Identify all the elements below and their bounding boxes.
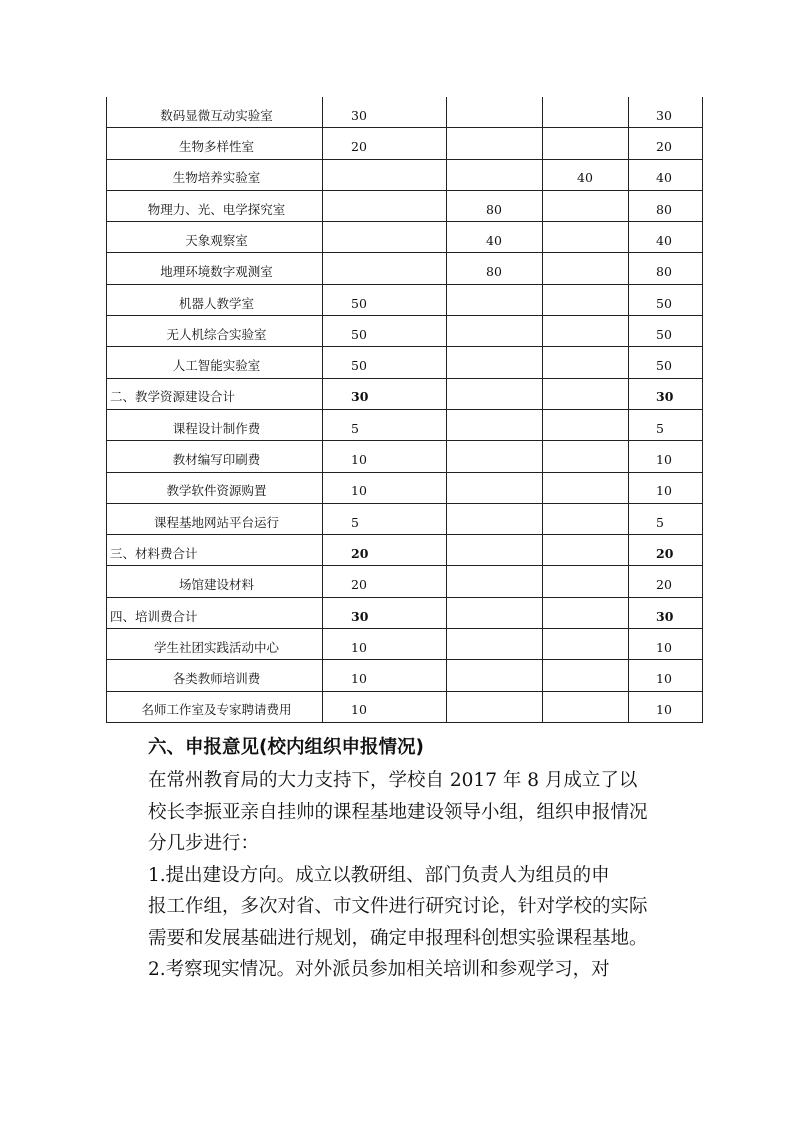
amount-cell-c: [543, 535, 629, 566]
amount-cell-c: 40: [543, 159, 629, 190]
amount-cell-a: [323, 159, 447, 190]
amount-cell-b: [447, 159, 543, 190]
total-cell: 30: [629, 97, 703, 128]
amount-cell-a: 20: [323, 128, 447, 159]
section-heading: 六、申报意见(校内组织申报情况): [148, 737, 424, 758]
total-cell: 80: [629, 253, 703, 284]
amount-cell-b: [447, 316, 543, 347]
total-cell: 50: [629, 316, 703, 347]
amount-cell-b: [447, 660, 543, 691]
amount-cell-b: [447, 347, 543, 378]
paragraph-line: 报工作组，多次对省、市文件进行研究讨论，针对学校的实际: [148, 896, 648, 917]
table-row: [107, 566, 703, 597]
body-paragraph: [110, 954, 710, 986]
total-cell: 40: [629, 159, 703, 190]
item-name-cell: 教材编写印刷费: [107, 441, 323, 472]
amount-cell-b: [447, 441, 543, 472]
table-row: [107, 97, 703, 128]
amount-cell-c: [543, 629, 629, 660]
amount-cell-c: [543, 347, 629, 378]
total-cell: 20: [629, 535, 703, 566]
item-name-cell: 教学软件资源购置: [107, 472, 323, 503]
item-name-cell: 机器人教学室: [107, 284, 323, 315]
amount-cell-c: [543, 472, 629, 503]
amount-cell-a: 20: [323, 566, 447, 597]
item-name-cell: 生物培养实验室: [107, 159, 323, 190]
total-cell: 20: [629, 128, 703, 159]
table-row: [107, 190, 703, 221]
amount-cell-c: [543, 222, 629, 253]
amount-cell-b: [447, 284, 543, 315]
amount-cell-b: [447, 128, 543, 159]
paragraph-line: 分几步进行：: [148, 833, 260, 854]
amount-cell-a: 30: [323, 97, 447, 128]
amount-cell-b: [447, 472, 543, 503]
table-row: [107, 159, 703, 190]
amount-cell-a: 50: [323, 316, 447, 347]
paragraph-line: 在常州教育局的大力支持下，学校自 2017 年 8 月成立了以: [148, 770, 638, 791]
amount-cell-c: [543, 503, 629, 534]
body-paragraph: [110, 765, 710, 860]
amount-cell-a: 10: [323, 629, 447, 660]
amount-cell-c: [543, 97, 629, 128]
item-name-cell: 物理力、光、电学探究室: [107, 190, 323, 221]
budget-table-body: [107, 97, 703, 722]
table-row: [107, 472, 703, 503]
amount-cell-a: 20: [323, 535, 447, 566]
item-name-cell: 场馆建设材料: [107, 566, 323, 597]
amount-cell-c: [543, 441, 629, 472]
amount-cell-a: 50: [323, 347, 447, 378]
item-name-cell: 各类教师培训费: [107, 660, 323, 691]
amount-cell-b: [447, 566, 543, 597]
total-cell: 80: [629, 190, 703, 221]
item-name-cell: 天象观察室: [107, 222, 323, 253]
paragraph-line: 需要和发展基础进行规划，确定申报理科创想实验课程基地。: [148, 927, 648, 949]
table-row: [107, 503, 703, 534]
amount-cell-b: [447, 409, 543, 440]
section-body: [110, 765, 710, 986]
amount-cell-a: 50: [323, 284, 447, 315]
amount-cell-c: [543, 253, 629, 284]
amount-cell-b: [447, 97, 543, 128]
amount-cell-c: [543, 597, 629, 628]
amount-cell-a: 5: [323, 409, 447, 440]
amount-cell-b: [447, 535, 543, 566]
amount-cell-b: [447, 503, 543, 534]
amount-cell-c: [543, 409, 629, 440]
table-row: [107, 409, 703, 440]
item-name-cell: 人工智能实验室: [107, 347, 323, 378]
total-cell: 50: [629, 284, 703, 315]
amount-cell-a: 30: [323, 597, 447, 628]
amount-cell-c: [543, 660, 629, 691]
total-cell: 30: [629, 378, 703, 409]
table-row: [107, 660, 703, 691]
total-cell: 10: [629, 629, 703, 660]
amount-cell-b: [447, 597, 543, 628]
paragraph-line: 1.提出建设方向。成立以教研组、部门负责人为组员的申: [148, 864, 610, 886]
total-cell: 5: [629, 409, 703, 440]
total-cell: 40: [629, 222, 703, 253]
item-name-cell: 课程基地网站平台运行: [107, 503, 323, 534]
paragraph-line: 2.考察现实情况。对外派员参加相关培训和参观学习，对: [148, 959, 610, 980]
amount-cell-a: [323, 253, 447, 284]
amount-cell-a: 30: [323, 378, 447, 409]
amount-cell-a: 10: [323, 660, 447, 691]
table-row: [107, 253, 703, 284]
table-row-subtotal: [107, 597, 703, 628]
table-row: [107, 284, 703, 315]
item-name-cell: 三、材料费合计: [107, 535, 323, 566]
total-cell: 10: [629, 441, 703, 472]
total-cell: 20: [629, 566, 703, 597]
table-row: [107, 316, 703, 347]
budget-table: [106, 97, 703, 723]
amount-cell-b: [447, 378, 543, 409]
total-cell: 10: [629, 660, 703, 691]
total-cell: 50: [629, 347, 703, 378]
paragraph-line: 校长李振亚亲自挂帅的课程基地建设领导小组，组织申报情况: [148, 801, 648, 823]
amount-cell-a: 5: [323, 503, 447, 534]
amount-cell-a: [323, 222, 447, 253]
amount-cell-c: [543, 284, 629, 315]
item-name-cell: 生物多样性室: [107, 128, 323, 159]
table-row-subtotal: [107, 535, 703, 566]
amount-cell-a: 10: [323, 691, 447, 722]
amount-cell-c: [543, 316, 629, 347]
amount-cell-b: 80: [447, 253, 543, 284]
table-row-subtotal: [107, 378, 703, 409]
amount-cell-b: [447, 629, 543, 660]
amount-cell-c: [543, 378, 629, 409]
total-cell: 10: [629, 691, 703, 722]
item-name-cell: 课程设计制作费: [107, 409, 323, 440]
total-cell: 5: [629, 503, 703, 534]
item-name-cell: 无人机综合实验室: [107, 316, 323, 347]
amount-cell-c: [543, 128, 629, 159]
table-row: [107, 222, 703, 253]
amount-cell-c: [543, 190, 629, 221]
item-name-cell: 二、教学资源建设合计: [107, 378, 323, 409]
item-name-cell: 数码显微互动实验室: [107, 97, 323, 128]
amount-cell-b: [447, 691, 543, 722]
amount-cell-b: 80: [447, 190, 543, 221]
table-row: [107, 441, 703, 472]
item-name-cell: 学生社团实践活动中心: [107, 629, 323, 660]
amount-cell-b: 40: [447, 222, 543, 253]
amount-cell-c: [543, 691, 629, 722]
item-name-cell: 地理环境数字观测室: [107, 253, 323, 284]
amount-cell-a: 10: [323, 441, 447, 472]
item-name-cell: 名师工作室及专家聘请费用: [107, 691, 323, 722]
amount-cell-a: [323, 190, 447, 221]
item-name-cell: 四、培训费合计: [107, 597, 323, 628]
total-cell: 10: [629, 472, 703, 503]
table-row: [107, 347, 703, 378]
amount-cell-c: [543, 566, 629, 597]
table-row: [107, 629, 703, 660]
amount-cell-a: 10: [323, 472, 447, 503]
total-cell: 30: [629, 597, 703, 628]
table-row: [107, 691, 703, 722]
body-paragraph: [110, 860, 710, 955]
table-row: [107, 128, 703, 159]
